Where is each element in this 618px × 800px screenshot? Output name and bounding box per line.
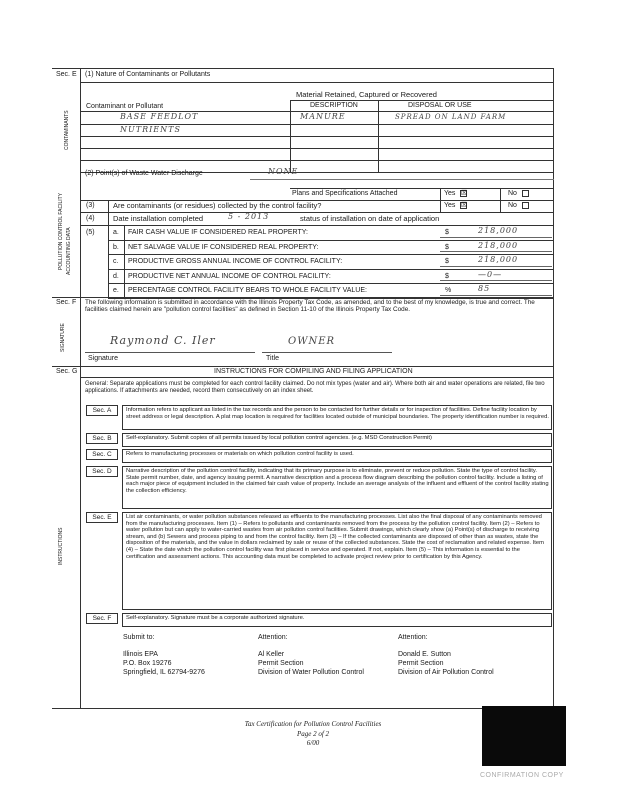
item-text: PERCENTAGE CONTROL FACILITY BEARS TO WHOLE FACILITY VALUE: — [128, 287, 367, 294]
q3-yes-checkbox[interactable]: ☒ — [461, 202, 468, 209]
instr-section-label: Sec. B — [86, 433, 118, 444]
hand-discharge: NONE — [268, 167, 299, 176]
secE-heading: (1) Nature of Contaminants or Pollutants — [85, 71, 211, 78]
submit-col3-line: Division of Air Pollution Control — [398, 669, 494, 676]
hand-item-value: 218,000 — [478, 255, 519, 264]
q3-no-label: No — [508, 202, 517, 209]
footer-title: Tax Certification for Pollution Control Facilities — [244, 720, 382, 728]
instr-section-label: Sec. C — [86, 449, 118, 460]
item-letter: c. — [113, 258, 119, 265]
submit-col3-line: Donald E. Sutton — [398, 651, 451, 658]
q4-text-b: status of installation on date of application — [300, 214, 440, 223]
hand-item-value: 218,000 — [478, 240, 519, 250]
col-disposal: DISPOSAL OR USE — [408, 102, 472, 109]
item-unit: $ — [445, 229, 449, 236]
submit-col1-line: Illinois EPA — [123, 651, 158, 658]
title-label: Title — [266, 355, 279, 362]
side-label-contaminants: CONTAMINANTS — [64, 110, 70, 150]
submit-col3-line: Permit Section — [398, 660, 444, 667]
secG-heading: INSTRUCTIONS FOR COMPILING AND FILING APPLICATION — [214, 368, 413, 375]
frame-bottom — [52, 708, 554, 709]
value-underline — [440, 251, 552, 252]
col-description: DESCRIPTION — [310, 102, 358, 109]
frame-right — [553, 68, 554, 708]
hand-contaminant-1: BASE FEEDLOT — [120, 112, 199, 121]
line — [80, 136, 554, 137]
item-unit: $ — [445, 272, 449, 280]
side-label-signature: SIGNATURE — [60, 323, 66, 352]
value-underline — [440, 295, 552, 296]
title-line — [262, 352, 392, 353]
plans-label: Plans and Specifications Attached — [292, 190, 398, 197]
line — [80, 148, 554, 149]
instr-section-text: Narrative description of the pollution control facility, indicating that its primary purpose is to eliminate, prevent or reduce pollution. State the type of control facility. State permit number, date, and agency issuing permit. A narrative description and a process flow diagram describing the pollution control facility. Include a listing of each major piece of equipment included in the claimed fair cash value of property. Include an average analysis of the influent and effluent of the control facility stating the collection efficiency. — [126, 468, 549, 494]
line — [80, 212, 554, 213]
secE-label: Sec. E — [56, 71, 77, 78]
line — [80, 377, 554, 378]
item-text: PRODUCTIVE NET ANNUAL INCOME OF CONTROL FACILITY: — [128, 272, 331, 280]
plans-yes-label: Yes — [444, 190, 456, 197]
hand-description: MANURE — [300, 112, 346, 121]
item-text: PRODUCTIVE GROSS ANNUAL INCOME OF CONTROL FACILITY: — [128, 258, 343, 265]
secG-label: Sec. G — [56, 368, 78, 375]
q3-no-checkbox[interactable] — [522, 202, 529, 209]
item-letter: e. — [113, 287, 119, 294]
instr-section-text: Refers to manufacturing processes or materials on which pollution control facility is used. — [126, 451, 354, 457]
instr-section-text: Information refers to applicant as listed in the tax records and the person to be contacted for further details or for inspection of facilities. Define facility location by street address or legal description. A plat map location is required for facilities located outside of municipal boundaries. The property identification number is required. — [126, 407, 549, 420]
hand-signature: Raymond C. Iler — [110, 334, 216, 347]
submit-col1-line: Springfield, IL 62794-9276 — [123, 669, 205, 676]
instr-section-label: Sec. D — [86, 466, 118, 477]
hand-item-value: 85 — [478, 284, 491, 293]
instr-section-text: Self-explanatory. Submit copies of all permits issued by local pollution control agencies. (e.g. MSD Construction Permit) — [126, 435, 432, 441]
submit-col2-head: Attention: — [258, 634, 288, 641]
secG-top-line — [52, 366, 554, 367]
footer-page: Page 2 of 2 — [296, 730, 330, 738]
submit-col2-line: Al Keller — [258, 651, 285, 658]
col-contaminant: Contaminant or Pollutant — [86, 103, 164, 110]
q4-text-a: Date installation completed — [113, 214, 204, 223]
line — [250, 179, 554, 180]
value-underline — [440, 237, 552, 238]
plans-no-label: No — [508, 190, 517, 197]
secF-label: Sec. F — [56, 299, 77, 306]
q3-text: Are contaminants (or residues) collected by the control facility? — [113, 201, 322, 210]
submit-col2-line: Permit Section — [258, 660, 304, 667]
side-label-pcf: POLLUTION CONTROL FACILITY — [58, 192, 64, 270]
item-text: NET SALVAGE VALUE IF CONSIDERED REAL PROPERTY: — [128, 243, 319, 251]
line — [80, 82, 554, 83]
hand-title: OWNER — [288, 336, 336, 347]
redaction-block — [482, 706, 566, 766]
line — [290, 188, 554, 189]
item-letter: d. — [113, 272, 119, 280]
hand-date: 5 - 2013 — [228, 212, 270, 221]
submit-col1-head: Submit to: — [123, 634, 155, 641]
side-label-accounting: ACCOUNTING DATA — [66, 227, 72, 275]
q5-num: (5) — [86, 229, 95, 236]
material-header: Material Retained, Captured or Recovered — [296, 90, 437, 99]
item-text: FAIR CASH VALUE IF CONSIDERED REAL PROPERTY: — [128, 229, 308, 236]
side-label-instructions: INSTRUCTIONS — [58, 527, 64, 565]
signature-line — [85, 352, 255, 353]
item-unit: $ — [445, 243, 449, 251]
footer-date: 6/00 — [306, 739, 320, 747]
item-unit: $ — [445, 258, 449, 265]
plans-yes-checkbox[interactable]: ☒ — [461, 190, 468, 197]
q3-yes-label: Yes — [444, 202, 456, 209]
item-letter: a. — [113, 229, 119, 236]
item-divider — [124, 225, 125, 297]
instr-section-label: Sec. E — [86, 512, 118, 523]
item-unit: % — [445, 287, 452, 294]
instr-section-text: Self-explanatory. Signature must be a corporate authorized signature. — [126, 615, 305, 621]
instr-section-label: Sec. F — [86, 613, 118, 624]
item-letter: b. — [113, 243, 119, 251]
instr-section-label: Sec. A — [86, 405, 118, 416]
instr-section-text: List air contaminants, or water pollution substances released as effluents to the manufacturing processes. List also the final disposal of any contaminants removed from the manufacturing processes. Item (1) – Refers to pollutants and contaminants removed from the process by the pollution control facility. Item (2) – Refers to water pollution but can apply to water-carried wastes from air pollution control facilities. Submit drawings, which clearly show (a) Point(s) of discharge to receiving stream, and (b) Sewers and process piping to and from the control facility. Item (3) – If the collected contaminants are disposed of other than as wastes, state the disposition of the materials, and the value in dollars reclaimed by sale or reuse of the collected substances. State the cost of reclamation and related expense. Item (4) – State the date which the pollution control facility was first placed in service and operated. If not, explain. Item (5) – This information is essential to the certification and assessment actions. This accounting data must be completed to activate project review prior to certification by this Agency. — [126, 514, 544, 560]
value-underline — [440, 280, 552, 281]
frame-divider — [80, 68, 81, 708]
submit-col3-head: Attention: — [398, 634, 428, 641]
q4-num: (4) — [86, 215, 95, 222]
hand-disposal: SPREAD ON LAND FARM — [395, 113, 507, 121]
discharge-label: (2) Point(s) of Waste Water Discharge — [85, 170, 203, 177]
value-underline — [440, 266, 552, 267]
frame-top — [52, 68, 554, 69]
confirmation-stamp: CONFIRMATION COPY — [480, 772, 564, 779]
hand-contaminant-2: NUTRIENTS — [120, 125, 181, 134]
hand-item-value: —0— — [478, 269, 503, 279]
secF-text: The following information is submitted in accordance with the Illinois Property Tax Code, as amended, and to the best of my knowledge, is true and correct. The facilities claimed herein are "pollution control facilities" as defined in Section 11-10 of the Illinois Property Tax Code. — [85, 299, 535, 314]
q3-num: (3) — [86, 202, 95, 209]
line — [290, 100, 554, 101]
plans-no-checkbox[interactable] — [522, 190, 529, 197]
line — [80, 160, 554, 161]
signature-label: Signature — [88, 355, 118, 362]
hand-item-value: 218,000 — [478, 226, 519, 235]
submit-col1-line: P.O. Box 19276 — [123, 660, 172, 667]
secG-general: General: Separate applications must be completed for each control facility claimed. Do not mix types (water and air). Where both air and water operations are related, file two applications. If attachments are needed, record them consecutively on an index sheet. — [85, 381, 545, 395]
submit-col2-line: Division of Water Pollution Control — [258, 669, 364, 676]
